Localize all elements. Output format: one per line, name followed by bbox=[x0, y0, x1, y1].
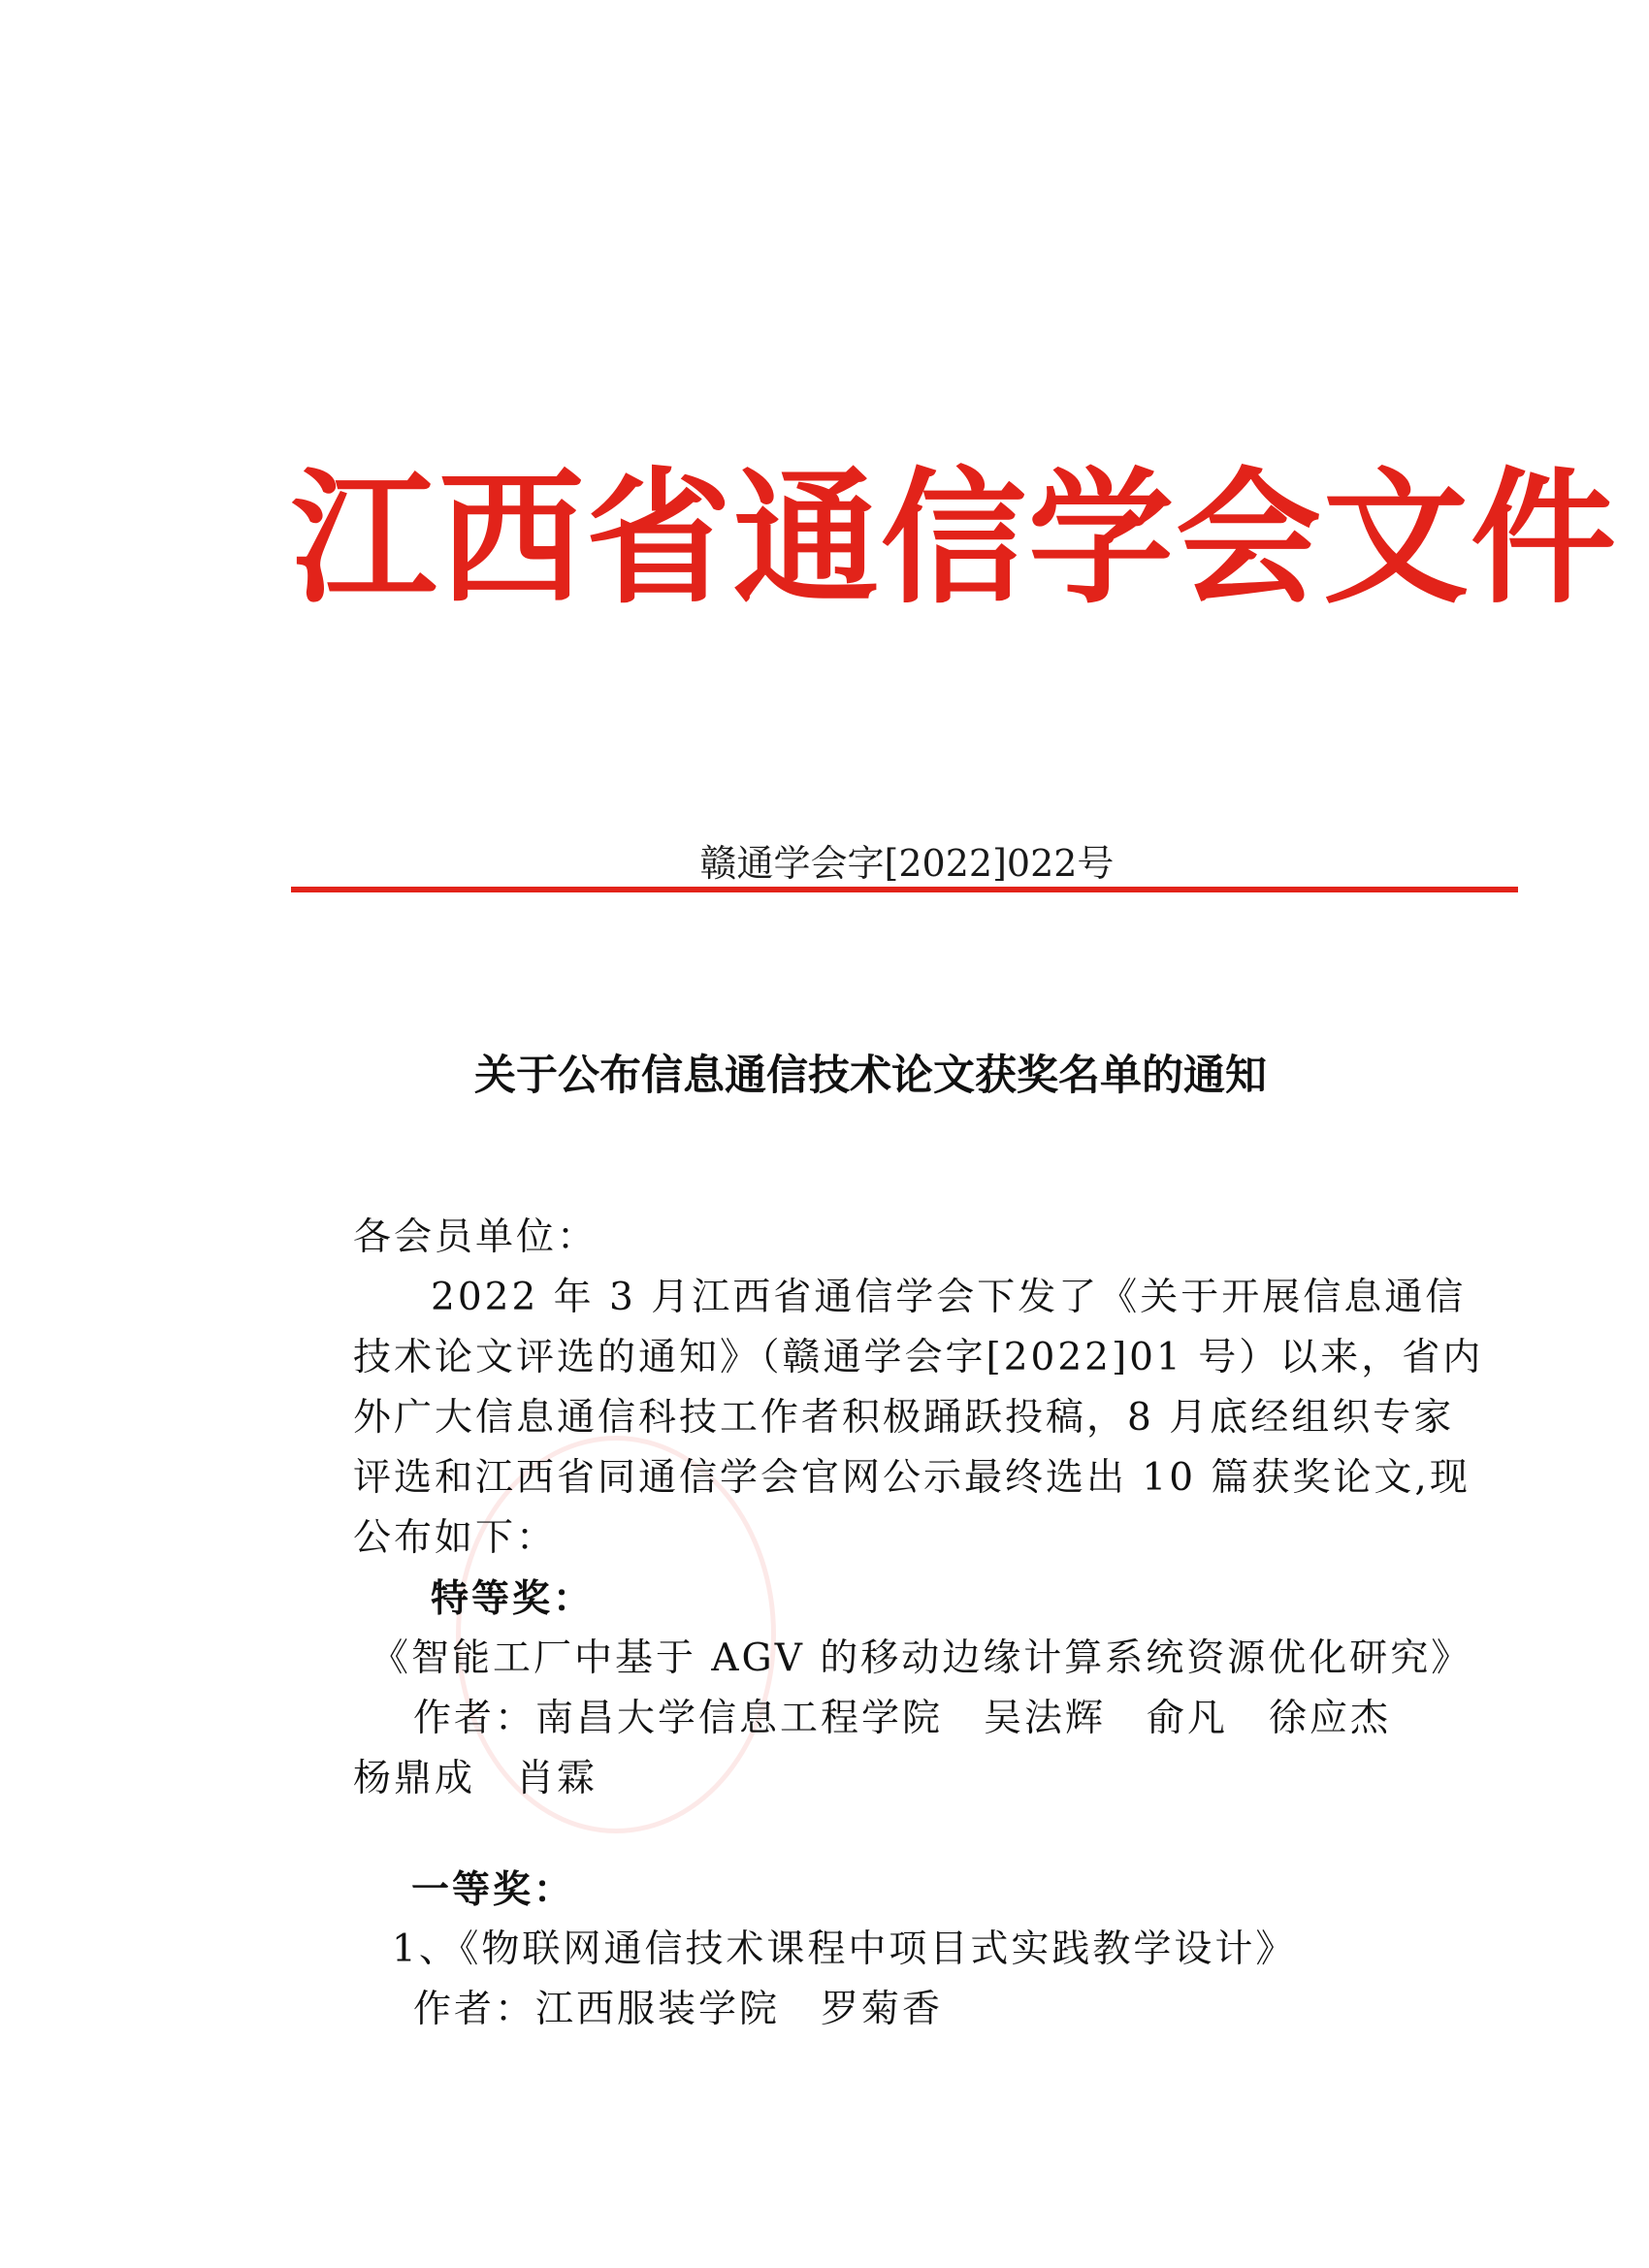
special-award-heading: 特等奖： bbox=[431, 1576, 595, 1621]
document-number: 赣通学会字[2022]022号 bbox=[699, 842, 1115, 885]
first-award-paper-1: 1、《物联网通信技术课程中项目式实践教学设计》 bbox=[392, 1928, 1297, 1971]
first-award-author-1: 作者：江西服装学院 罗菊香 bbox=[413, 1988, 944, 2031]
salutation: 各会员单位： bbox=[353, 1215, 598, 1259]
org-header-title: 江西省通信学会文件 bbox=[291, 453, 1619, 624]
special-award-paper: 《智能工厂中基于 AGV 的移动边缘计算系统资源优化研究》 bbox=[371, 1636, 1472, 1680]
first-award-heading: 一等奖： bbox=[411, 1867, 575, 1912]
special-award-authors: 作者：南昌大学信息工程学院 吴法辉 俞凡 徐应杰 bbox=[413, 1697, 1392, 1740]
notice-paragraph: 2022 年 3 月江西省通信学会下发了《关于开展信息通信技术论文评选的通知》（赣通学会字[2022]01 号）以来，省内外广大信息通信科技工作者积极踊跃投稿，8 月底经组织专家评选和江西省同通信学会官网公示最终选出 10 篇获奖论文,现公布如下： bbox=[353, 1276, 1484, 1560]
notice-body bbox=[353, 1208, 1486, 2040]
notice-title: 关于公布信息通信技术论文获奖名单的通知 bbox=[474, 1052, 1267, 1100]
header-red-divider bbox=[291, 887, 1518, 892]
special-award-authors-continued: 杨鼎成 肖霖 bbox=[353, 1757, 598, 1800]
